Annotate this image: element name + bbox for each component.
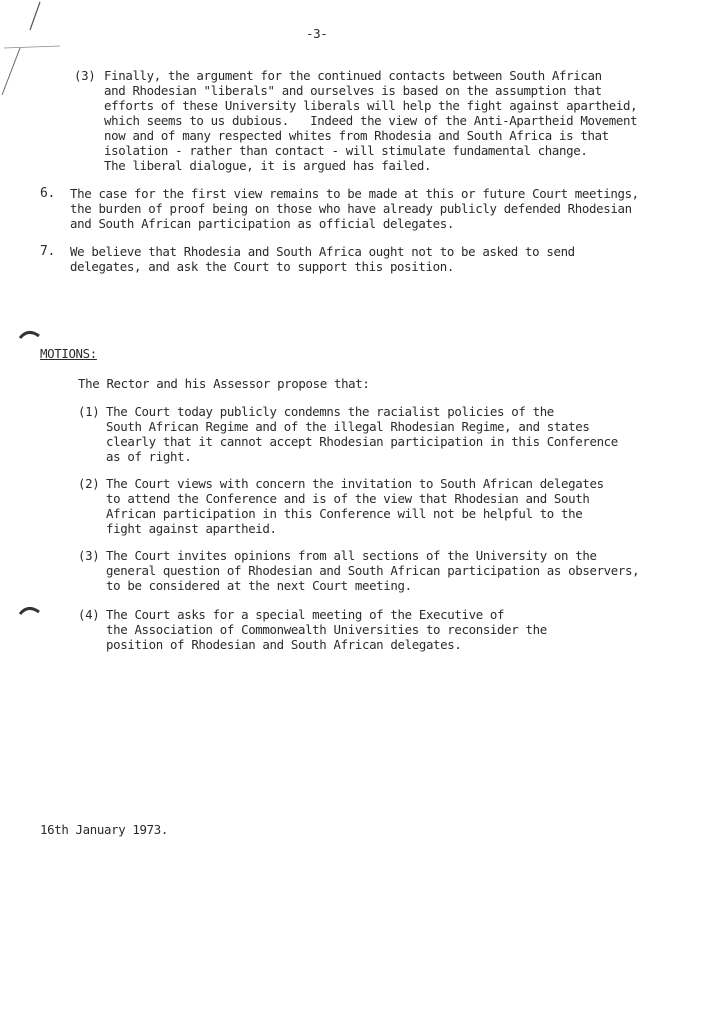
para7-line: We believe that Rhodesia and South Africa ought not to be asked to send — [70, 244, 575, 259]
margin-scribble — [0, 0, 90, 100]
motion-line: as of right. — [106, 449, 192, 464]
para7-line: delegates, and ask the Court to support this position. — [70, 259, 454, 274]
para7-number: 7. — [40, 244, 55, 259]
motion-line: The Court invites opinions from all sections of the University on the — [106, 548, 597, 563]
motion-label: (3) — [78, 548, 100, 563]
punch-mark-bottom — [18, 604, 42, 616]
motion-line: South African Regime and of the illegal Rhodesian Regime, and states — [106, 419, 590, 434]
page-number: -3- — [306, 26, 328, 41]
para3-line: Finally, the argument for the continued contacts between South African — [104, 68, 602, 83]
motion-line: to attend the Conference and is of the view that Rhodesian and South — [106, 491, 590, 506]
document-date: 16th January 1973. — [40, 822, 168, 837]
motion-line: clearly that it cannot accept Rhodesian participation in this Conference — [106, 434, 618, 449]
motion-line: to be considered at the next Court meeting. — [106, 578, 412, 593]
para6-line: and South African participation as official delegates. — [70, 216, 454, 231]
motion-line: general question of Rhodesian and South African participation as observers, — [106, 563, 640, 578]
motion-line: position of Rhodesian and South African delegates. — [106, 637, 462, 652]
motion-line: fight against apartheid. — [106, 521, 277, 536]
motion-line: The Court today publicly condemns the racialist policies of the — [106, 404, 554, 419]
motions-intro: The Rector and his Assessor propose that: — [78, 376, 370, 391]
motion-line: The Court asks for a special meeting of the Executive of — [106, 607, 505, 622]
motion-line: The Court views with concern the invitation to South African delegates — [106, 476, 604, 491]
para3-line: now and of many respected whites from Rhodesia and South Africa is that — [104, 128, 609, 143]
motion-line: African participation in this Conference will not be helpful to the — [106, 506, 583, 521]
para3-label: (3) — [74, 68, 96, 83]
para3-line: which seems to us dubious. Indeed the view of the Anti-Apartheid Movement — [104, 113, 638, 128]
para3-line: efforts of these University liberals will help the fight against apartheid, — [104, 98, 638, 113]
para6-line: the burden of proof being on those who have already publicly defended Rhodesian — [70, 201, 632, 216]
motion-label: (1) — [78, 404, 100, 419]
motion-label: (4) — [78, 607, 100, 622]
para6-line: The case for the first view remains to be made at this or future Court meetings, — [70, 186, 639, 201]
punch-mark-top — [18, 328, 42, 340]
motion-line: the Association of Commonwealth Universities to reconsider the — [106, 622, 547, 637]
para3-line: and Rhodesian "liberals" and ourselves is based on the assumption that — [104, 83, 602, 98]
para3-line: isolation - rather than contact - will stimulate fundamental change. — [104, 143, 588, 158]
motions-heading: MOTIONS: — [40, 346, 97, 361]
para3-line: The liberal dialogue, it is argued has failed. — [104, 158, 432, 173]
para6-number: 6. — [40, 186, 55, 201]
motion-label: (2) — [78, 476, 100, 491]
